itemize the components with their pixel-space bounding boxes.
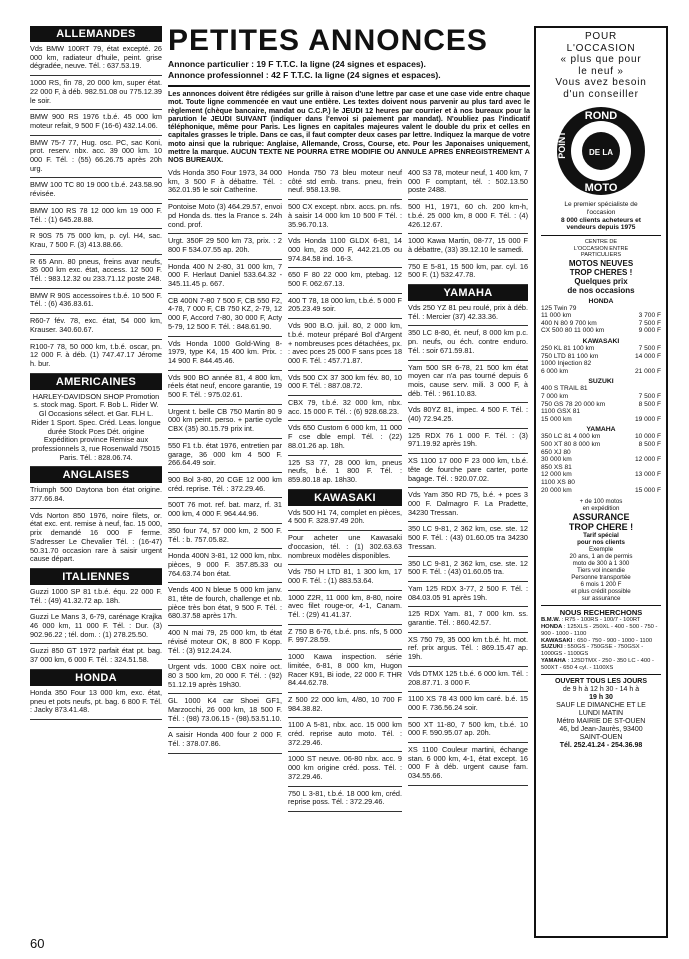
promo-price-list xyxy=(541,298,661,494)
promo-heading-line: L'OCCASION xyxy=(566,42,636,54)
promo-assurance-line: 20 ans, 1 an de permis xyxy=(569,553,633,561)
promo-centre-line: CENTRE DE xyxy=(584,239,618,246)
recherchons-item xyxy=(541,638,661,645)
classified-ad: Vds BMW 100RT 79, état excepté. 26 000 km, radiateur d'huile, peint. grise dégradée, neuve. Tél. : 637.53.19. xyxy=(30,42,162,76)
classified-ad: Vds 500 H1 74, complet en pièces, 4 500 F. 328.97.49 20h. xyxy=(288,506,402,531)
classified-ad: XS 1100 17 000 F 23 000 km, t.b.é. tête de fourche pare carter, porte bagage. Tél. : 920.07.02. xyxy=(408,454,528,488)
classified-ad: CBX 79, t.b.é. 32 000 km, nbx. acc. 15 000 F. Tél. : (6) 928.68.23. xyxy=(288,396,402,421)
classified-ad: R60-7 fév. 78, exc. état, 54 000 km, Krauser. 340.60.67. xyxy=(30,314,162,339)
section-header: HONDA xyxy=(30,670,162,686)
price-row xyxy=(541,312,661,320)
logo-text: ROND xyxy=(584,110,618,122)
brand-heading: SUZUKI xyxy=(588,378,614,386)
recherchons-item xyxy=(541,617,661,624)
promo-assurance-line: pour nos clients xyxy=(577,539,625,547)
price-cell xyxy=(624,464,661,472)
classified-ad: 350 LC 9-81, 2 362 km, cse. ste. 12 500 F. Tél. : (43) 01.60.05 tra. xyxy=(408,557,528,582)
promo-hours-line: 19 h 30 xyxy=(589,693,613,701)
promo-heading xyxy=(541,31,661,100)
promo-heading-line: « plus que pour xyxy=(560,54,642,65)
price-cell xyxy=(626,408,661,416)
classified-ad: 1100 XS 78 43 000 km caré. b.é. 15 000 F. 736.56.24 soir. xyxy=(408,692,528,717)
classified-ad: 350 LC 9-81, 2 362 km, cse. ste. 12 500 F. Tél. : (43) 01.60.05 tra 34230 Tressan. xyxy=(408,522,528,556)
classified-ad: 750 E 5-81, 15 500 km, par. cyl. 16 500 F. (1) 532.47.78. xyxy=(408,260,528,285)
promo-tagline-line: vendeurs depuis 1975 xyxy=(566,224,636,232)
classified-ad: Honda 350 Four 13 000 km, exc. état, pneu et pots neufs, pt. bag. 6 800 F. Tél. : Jacky 873.41.48. xyxy=(30,686,162,720)
classified-ad: 650 F 80 22 000 km, ptebag. 12 500 F. 062.67.13. xyxy=(288,268,402,293)
recherchons-models: : 650 - 750 - 900 - 1000 - 1100 xyxy=(572,637,653,644)
promo-assurance-line: en expédition xyxy=(582,505,620,513)
promo-hours xyxy=(541,678,661,750)
recherchons-brand: YAMAHA xyxy=(541,657,566,664)
promo-assurance-line: TROP CHERE ! xyxy=(568,522,634,533)
classified-ad: 350 LC 8-80, ét. neuf, 8 000 km p.c. pn. neufs, ou éch. contre enduro. Tél. : soir 671.59.81. xyxy=(408,326,528,360)
promo-tagline-line: l'occasion xyxy=(586,208,616,216)
promo-neuves-line: Quelques prix xyxy=(574,276,628,286)
price-row xyxy=(541,416,661,424)
classified-ad: Vds 500 CX 37 300 km fév. 80, 10 000 F. Tél. : 887.08.72. xyxy=(288,371,402,396)
price-professionnel: Annonce professionnel : 42 F T.T.C. la ligne (24 signes et espaces). xyxy=(168,70,441,80)
price-row xyxy=(541,449,661,457)
promo-assurance-line: ASSURANCE xyxy=(572,512,630,523)
classified-ad: Vds 250 YZ 81 peu roulé, prix à déb. Tél. : Mercier (37) 42.33.36. xyxy=(408,301,528,326)
classified-ad: R 65 Ann. 80 pneus, freins avar neufs, 35 000 km exc. état, access. 12 500 F. Tél. : 983.12.32 ou 233.71.12 poste 248. xyxy=(30,255,162,289)
promo-hours-line: de 9 h à 12 h 30 - 14 h à xyxy=(562,685,640,693)
promo-divider xyxy=(541,235,661,236)
classified-ad: Vds 900 B.O. juil. 80, 2 000 km, t.b.é. moteur préparé Bol d'Argent + nombreuses pces détachées, px. : avec pces 25 000 F sans pces 18 000 F. Tél. : 457.71.87. xyxy=(288,319,402,371)
brand-heading: YAMAHA xyxy=(586,426,616,434)
intro-text: Les annonces doivent être rédigées sur grille à raison d'une lettre par case et une case vide entre chaque mot. Toute ligne commencée en vaut une entière. Les textes doivent nous parvenir au plus tard avec le règlement (chèque bancaire, mandat ou C.C.P.) le JEUDI 12 heures par courrier et à nos bureaux pour la parution le JEUDI SUIVANT (indiquer dans l'envoi si paiement par mandat). N'oubliez pas l'indicatif téléphonique, même pour Paris. Les lignes en capitales majeures valent le double du prix et celles en capitales grasses le triple. Dans ce cas, il faut compter deux cases par lettre. Indiquez la marque de votre moto ainsi que la rubrique: Anglaise, Allemande, Cross, Course, etc. Pour les Japonaises uniquement, mettre la marque. AUCUN TEXTE NE POURRA ETRE MODIFIE OU ANNULE APRES ENREGISTREMENT A NOS BUREAUX. xyxy=(168,89,530,165)
price-row xyxy=(541,385,661,393)
price-cell: 8 500 F xyxy=(638,400,661,408)
promo-tagline-line: Le premier spécialiste de xyxy=(564,201,638,208)
classified-ad: 1000 ST neuve. 06-80 nbx. acc. 9 000 km origine créd. poss. Tél. : 372.29.46. xyxy=(288,752,402,786)
promo-centre-line: PARTICULIERS xyxy=(580,252,622,259)
section-header: KAWASAKI xyxy=(288,490,402,506)
promo-heading-line: le neuf » xyxy=(578,65,624,77)
promo-assurance-line: sur assurance xyxy=(581,595,621,603)
model-cell: 250 KL 81 100 km xyxy=(541,345,595,353)
promo-hours-line: 46, bd Jean-Jaurès, 93400 xyxy=(559,725,643,733)
price-cell xyxy=(626,385,661,393)
classified-ad: 350 four 74, 57 000 km, 2 500 F. Tél. : b. 757.05.82. xyxy=(168,524,282,549)
price-cell xyxy=(630,305,661,313)
model-cell: 850 XS 81 xyxy=(541,463,572,471)
price-row xyxy=(541,353,661,361)
classified-ad: CB 400N 7-80 7 500 F, CB 550 F2, 4-78, 7 000 F, CB 750 KZ, 2-79, 12 000 F, Accord 7-80, 30 000 F, Acty 5-79, 12 500 F. Tél. : 848.61.90. xyxy=(168,294,282,337)
classified-ad: XS 1100 Couleur martini, échange stan. 6 000 km, 4-1, état except. 16 000 F à déb. urgent cause fam. 034.55.66. xyxy=(408,743,528,786)
classified-ad: Vds DTMX 125 t.b.é. 6 000 km. Tél. : 208.87.71. 3 000 F. xyxy=(408,667,528,692)
promo-tagline xyxy=(541,201,661,232)
recherchons-item xyxy=(541,624,661,638)
recherchons-list xyxy=(541,617,661,671)
promo-heading-line: Vous avez besoin xyxy=(555,77,647,88)
promo-assurance-line: + de 100 motos xyxy=(579,498,623,506)
promo-hours-line: LUNDI MATIN xyxy=(578,709,624,717)
price-row xyxy=(541,327,661,335)
model-cell: 400 S TRAIL 81 xyxy=(541,385,588,393)
promo-assurance-line: Personne transportée xyxy=(571,574,631,582)
promo-assurance-line: moto de 300 à 1 300 xyxy=(572,560,630,568)
recherchons-brand: SUZUKI xyxy=(541,644,563,651)
classified-ad: Vds 80YZ 81, impec. 4 500 F. Tél. : (40) 72.94.25. xyxy=(408,403,528,428)
model-cell: 1100 XS 80 xyxy=(541,478,575,486)
classified-ad: Vends 400 N bleue 5 000 km janv. 81, tête de fourch, challenge et nb. pièce très bon état, 9 500 F. Tél. : 680.37.58 après 17h. xyxy=(168,583,282,626)
model-cell: 750 LTD 81 100 km xyxy=(541,352,599,360)
price-cell: 10 000 F xyxy=(634,433,661,441)
classified-ad: BMW R 90S accessoires t.b.é. 10 500 F. Tél. : (6) 436.83.61. xyxy=(30,289,162,314)
model-cell: 6 000 km xyxy=(541,367,569,375)
brand-heading: HONDA xyxy=(588,297,614,305)
logo-text: DE LA xyxy=(589,148,613,157)
classified-ad: Urgent t. belle CB 750 Martin 80 9 000 km peint. perso. + partie cycle CBX (35) 30.15.79 prix int. xyxy=(168,405,282,439)
classified-ad: Guzzi 850 GT 1972 parfait état pt. bag. 37 000 km, 6 000 F. Tél. : 324.51.58. xyxy=(30,644,162,669)
price-particulier: Annonce particulier : 19 F T.T.C. la ligne (24 signes et espaces). xyxy=(168,59,426,69)
recherchons-title: NOUS RECHERCHONS xyxy=(559,608,643,618)
price-cell: 14 000 F xyxy=(634,352,661,360)
classified-ad: Pontoise Moto (3) 464.29.57, envoi pd Honda ds. ttes la France s. 24h cond. prof. xyxy=(168,200,282,234)
model-cell: 650 XJ 80 xyxy=(541,448,571,456)
model-cell: 7 000 km xyxy=(541,393,569,401)
recherchons-models: : R75 - 100RS - 100/7 - 100RT xyxy=(560,617,641,624)
promo-hours-line: Métro MAIRIE DE ST-OUEN xyxy=(556,717,646,725)
classified-ad: 500T 76 mot. ref. bat. marz, rf. 31 000 km, 4 000 F. 964.44.96. xyxy=(168,498,282,523)
promo-heading-line: d'un conseiller xyxy=(563,88,639,100)
model-cell: 500 XT 80 8 000 km xyxy=(541,441,601,448)
price-cell: 3 700 F xyxy=(638,312,661,320)
logo-text: MOTO xyxy=(584,182,618,194)
classified-ad: 500 CX except. nbrx. accs. pn. nfs. à saisir 14 000 km 10 500 F Tél. : 35.96.70.13. xyxy=(288,200,402,234)
promo-centre xyxy=(541,239,661,259)
model-cell: 1000 Injection 82 xyxy=(541,360,592,368)
section-header: YAMAHA xyxy=(408,285,528,301)
classified-ad: Urgt. 350F 29 500 km 73, prix. : 2 800 F 534.07.55 ap. 20h. xyxy=(168,234,282,259)
price-row xyxy=(541,456,661,464)
classified-ad: 125 S3 77, 28 000 km, pneus neufs, b.é. 1 800 F. Tél. : 859.80.18 ap. 18h30. xyxy=(288,456,402,490)
price-cell: 21 000 F xyxy=(634,367,661,375)
price-cell: 7 500 F xyxy=(638,319,661,327)
classified-ad: Yam 500 SR 6-78, 21 500 km état moyen car n'a pas tourné depuis 6 mois, cause serv. mili. 3 000 F, à déb. Tél. : 961.10.83. xyxy=(408,361,528,404)
classified-ad: Vds 900 BO année 81, 4 800 km, réels état neuf, encore garantie, 19 500 F. Tél. : 975.02.61. xyxy=(168,371,282,405)
header-divider xyxy=(168,85,530,87)
classified-ad: A saisir Honda 400 four 2 000 F. Tél. : 378.07.86. xyxy=(168,728,282,753)
price-cell xyxy=(624,449,661,457)
price-row xyxy=(541,479,661,487)
promo-heading-line: POUR xyxy=(584,31,618,42)
price-row xyxy=(541,433,661,441)
promo-neuves xyxy=(541,259,661,295)
classified-ad: 500 XT 11-80, 7 500 km, t.b.é. 10 000 F. 590.95.07 ap. 20h. xyxy=(408,718,528,743)
price-cell: 9 000 F xyxy=(638,327,661,335)
logo-text: POINT xyxy=(557,131,567,159)
classified-ad: BMW 75-7 77, Hug. osc. PC, sac Koni, prot. reserv. nbx. acc. 39 000 km. 10 000 F. Tél. : (55) 66.26.75 après 20h urg. xyxy=(30,136,162,179)
promo-centre-line: L'OCCASION ENTRE xyxy=(573,245,629,252)
price-cell: 7 500 F xyxy=(638,393,661,401)
recherchons-models: : 550GS - 750GSE - 750GSX - 1000GS - 1100GS xyxy=(541,644,644,658)
classified-ad: Vds 750 H LTD 81, 1 300 km, 17 000 F. Tél. : (1) 883.53.64. xyxy=(288,565,402,590)
classified-ad: Vds Norton 850 1976, noire filets, or. état exc. ent. remise à neuf, fac. 15 000, prix demandé 16 000 F ferme. S'adresser Le Chevalier Tél. : (16-47) 50.31.70 occasion rare à saisir urgent cause départ. xyxy=(30,509,162,569)
classified-ad: 125 RDX Yam. 81, 7 000 km. ss. garantie. Tél. : 860.42.57. xyxy=(408,607,528,632)
model-cell: 125 Twin 79 xyxy=(541,304,577,312)
classified-ad: Vds Honda 1000 Gold-Wing 8-1979, type K4, 15 400 km. Prix. : 14 900 F. 844.45.46. xyxy=(168,337,282,371)
classified-ad: BMW 900 RS 1976 t.b.é. 45 000 km moteur refait, 9 500 F (16-6) 432.14.06. xyxy=(30,110,162,135)
price-row xyxy=(541,393,661,401)
promo-neuves-line: de nos occasions xyxy=(567,285,635,295)
recherchons-box xyxy=(541,605,661,674)
promo-assurance-line: Tiers vol incendie xyxy=(577,567,625,575)
classified-ad: 1000 Z2R, 11 000 km, 8-80, noire avec filet rouge-or, 4-1, Canam. Tél. : (29) 41.41.37. xyxy=(288,591,402,625)
model-cell: 1100 GSX 81 xyxy=(541,408,581,416)
section-header: ANGLAISES xyxy=(30,467,162,483)
price-row xyxy=(541,487,661,495)
classified-ad: BMW 100 TC 80 19 000 t.b.é. 243.58.90 révisée. xyxy=(30,178,162,203)
price-row xyxy=(541,441,661,449)
model-cell: 750 GS 78 20 000 km xyxy=(541,400,606,408)
promo-hours-line: Tél. 252.41.24 - 254.36.98 xyxy=(559,741,643,749)
price-row xyxy=(541,305,661,313)
section-header: ITALIENNES xyxy=(30,569,162,585)
classified-ad: 400 T 78, 18 000 km, t.b.é. 5 000 F 205.23.49 soir. xyxy=(288,294,402,319)
price-cell: 19 000 F xyxy=(634,415,661,423)
price-cell: 7 500 F xyxy=(638,345,661,353)
classified-ad: Guzzi Le Mans 3, 6-79, carénage Krajka 46 000 km, 11 000 F. Tél. : Dur. (3) 902.96.22 ; tél. dom. : (1) 278.25.50. xyxy=(30,610,162,644)
model-cell: 20 000 km xyxy=(541,486,572,494)
classified-ad: HARLEY-DAVIDSON SHOP Promotion s. stock mag. Sport. F. Bob L. Rider W. Gl Occasions sélect. et Gar. FLH L. Rider 1 Sport. Spec. Créd. Leas. longue durée Stock Pces Dét. origine Expédition province Remise aux professionnels 3, rue Rosenwald 75015 Paris. Tél. : 828.06.74. xyxy=(30,390,162,468)
price-table xyxy=(541,305,661,335)
classified-ad: 400 S3 78, moteur neuf, 1 400 km, 7 000 F comptant, tél. : 502.13.50 poste 2488. xyxy=(408,166,528,200)
price-row xyxy=(541,368,661,376)
promo-neuves-line: TROP CHERES ! xyxy=(569,267,633,277)
column-2 xyxy=(168,166,282,754)
promo-assurance-line: Exemple xyxy=(588,546,614,554)
classified-ad: Vds Honda 1100 GLDX 6-81, 14 000 km, 28 000 F, 442.21.05 ou 974.84.58 ind. 16-3. xyxy=(288,234,402,268)
classified-ad: Vds Yam 350 RD 75, b.é. + pces 3 000 F. Dalmagro F. La Pradette, 34230 Tressan. xyxy=(408,488,528,522)
price-cell: 12 000 F xyxy=(634,456,661,464)
price-table xyxy=(541,433,661,494)
classified-ad: GL 1000 K4 car Shoei GF1, Marzocchi, 26 000 km, 18 500 F. Tél. : (98) 73.06.15 - (98).53.51.10. xyxy=(168,694,282,728)
price-row xyxy=(541,345,661,353)
price-table xyxy=(541,345,661,375)
price-cell: 13 000 F xyxy=(634,471,661,479)
promo-hours-line: SAINT-OUEN xyxy=(579,733,623,741)
section-header: AMERICAINES xyxy=(30,374,162,390)
classified-ad: Z 750 B 6-76, t.b.é. pns. nfs, 5 000 F. 997.28.59. xyxy=(288,625,402,650)
recherchons-item xyxy=(541,658,661,672)
classified-ad: 1000 Kawa Martin, 08-77, 15 000 F à débattre, (33) 39.12.10 le samedi. xyxy=(408,234,528,259)
price-cell xyxy=(624,479,661,487)
classified-ad: Yam 125 RDX 3-77, 2 500 F. Tél. : 084.03.05 91 après 19h. xyxy=(408,582,528,607)
price-cell: 15 000 F xyxy=(634,486,661,494)
header xyxy=(168,26,530,165)
promo-neuves-line: MOTOS NEUVES xyxy=(568,258,634,268)
rond-point-moto-logo xyxy=(555,105,647,197)
recherchons-models: : 125DTMX - 250 - 350 LC - 400 - 500XT - 650 4 cyl. - 1100XS xyxy=(541,657,654,671)
classified-ad: Z 500 22 000 km, 4/80, 10 700 F 984.38.82. xyxy=(288,693,402,718)
promo-assurance-line: Tarif spécial xyxy=(583,532,619,540)
price-cell: 8 500 F xyxy=(638,441,661,448)
classified-ad: Honda 400N 3-81, 12 000 km, nbx. pièces, 9 000 F. 357.85.33 ou 764.63.74 bon état. xyxy=(168,549,282,583)
classified-ad: Pour acheter une Kawasaki d'occasion, tél. : (1) 302.63.63 nombreux modèles disponibles. xyxy=(288,531,402,565)
classified-ad: Vds 650 Custom 6 000 km, 11 000 F cse dble empl. Tél. : (22) 88.01.26 ap. 18h. xyxy=(288,421,402,455)
promo-assurance-line: et plus crédit possible xyxy=(571,588,631,596)
column-4 xyxy=(408,166,528,786)
model-cell: 12 000 km xyxy=(541,471,572,479)
brand-heading: KAWASAKI xyxy=(582,338,620,346)
promo-hours-line: SAUF LE DIMANCHE ET LE xyxy=(556,701,646,709)
classified-ad: Urgent vds. 1000 CBX noire oct. 80 3 500 km, 20 000 F. Tél. : (92) 51.12.19 après 19h30. xyxy=(168,660,282,694)
classified-ad: 550 F1 t.b. état 1976, entretien par garage, 36 000 km 4 500 F. 266.64.49 soir. xyxy=(168,439,282,473)
classified-ad: 1000 RS, fin 78, 20 000 km, super état. 22 000 F, à déb. 982.51.08 ou 775.12.39 le soir. xyxy=(30,76,162,110)
classified-ad: 900 Bol 3-80, 20 CGE 12 000 km créd. reprise. Tél. : 372.29.46. xyxy=(168,473,282,498)
classified-ad: R 90S 75 75 000 km, p. cyl. H4, sac. Krau, 7 500 F. (3) 413.88.66. xyxy=(30,229,162,254)
promo-assurance-line: 6 mois 1 200 F xyxy=(580,581,622,589)
model-cell: 30 000 km xyxy=(541,456,572,464)
page-number: 60 xyxy=(30,936,45,951)
promo-hours-line: OUVERT TOUS LES JOURS xyxy=(554,677,648,685)
promo-box xyxy=(534,26,668,938)
classified-ad: Triumph 500 Daytona bon état origine. 377.66.84. xyxy=(30,483,162,508)
promo-assurance xyxy=(541,498,661,602)
recherchons-brand: KAWASAKI xyxy=(541,637,573,644)
classified-ad: 1000 Kawa inspection. série limitée, 6-81, 8 000 km, Hugon Racer K91, Bi iode, 22 000 F. THR 84.44.62.78. xyxy=(288,650,402,693)
classified-ad: Guzzi 1000 SP 81 t.b.é. équ. 22 000 F. Tél. : (49) 41.32.72 ap. 18h. xyxy=(30,585,162,610)
recherchons-brand: HONDA xyxy=(541,623,563,630)
column-3 xyxy=(288,166,402,812)
price-row xyxy=(541,464,661,472)
classified-ad: R100-7 78, 50 000 km, t.b.é. oscar, pn. 12 000 F. à déb. (1) 747.47.17 Jérome h. bur. xyxy=(30,340,162,374)
price-row xyxy=(541,401,661,409)
classified-ad: 125 RDX 76 1 000 F. Tél. : (3) 971.19.92 après 19h. xyxy=(408,429,528,454)
recherchons-item xyxy=(541,644,661,658)
model-cell: 15 000 km xyxy=(541,415,572,423)
recherchons-models: : 125XLS - 250XL - 400 - 500 - 750 - 900 - 1000 - 1100 xyxy=(541,623,658,637)
classified-ad: Honda 750 73 bleu moteur neuf côté std emb. trans. pneu, frein neuf. 958.13.98. xyxy=(288,166,402,200)
column-1 xyxy=(30,26,162,720)
price-row xyxy=(541,471,661,479)
price-row xyxy=(541,320,661,328)
classified-ad: 1100 A 5-81, nbx. acc. 15 000 km créd. reprise auto moto. Tél. : 372.29.46. xyxy=(288,718,402,752)
classified-ad: 750 L 3-81, t.b.é. 18 000 km, créd. reprise poss. Tél. : 372.29.46. xyxy=(288,787,402,812)
page-title: PETITES ANNONCES xyxy=(168,24,488,57)
price-row xyxy=(541,408,661,416)
classified-ad: XS 750 79, 35 000 km t.b.é. ht. mot. ref. prix argus. Tél. : 869.15.47 ap. 19h. xyxy=(408,633,528,667)
classified-ad: Honda 400 N 2-80, 31 000 km, 7 000 F. Herlaut Daniel 533.64.32 - 345.11.45 p. 667. xyxy=(168,260,282,294)
model-cell: 400 N 80 9 700 km xyxy=(541,319,597,327)
model-cell: 11 000 km xyxy=(541,312,572,320)
price-cell xyxy=(624,360,661,368)
model-cell: 350 LC 81 4 000 km xyxy=(541,433,601,441)
promo-tagline-line: 8 000 clients acheteurs et xyxy=(561,216,641,224)
price-table xyxy=(541,385,661,423)
classified-ad: Vds Honda 350 Four 1973, 34 000 km, 3 500 F à débattre. Tél. : 362.01.95 le soir Catherine. xyxy=(168,166,282,200)
section-header: ALLEMANDES xyxy=(30,26,162,42)
recherchons-brand: B.M.W. xyxy=(541,617,560,624)
classified-ad: 500 H1, 1971, 60 ch. 200 km-h, t.b.é. 25 000 km, 8 000 F. Tél. : (4) 426.12.67. xyxy=(408,200,528,234)
classified-ad: 400 N mai 79, 25 000 km, tb état révisé moteur OK, 8 800 F Kopp. Tél. : (3) 912.24.24. xyxy=(168,626,282,660)
price-row xyxy=(541,360,661,368)
model-cell: CX 500 80 11 000 km xyxy=(541,327,605,335)
classified-ad: BMW 100 RS 78 12 000 km 19 000 F. Tél. : (1) 645.28.88. xyxy=(30,204,162,229)
